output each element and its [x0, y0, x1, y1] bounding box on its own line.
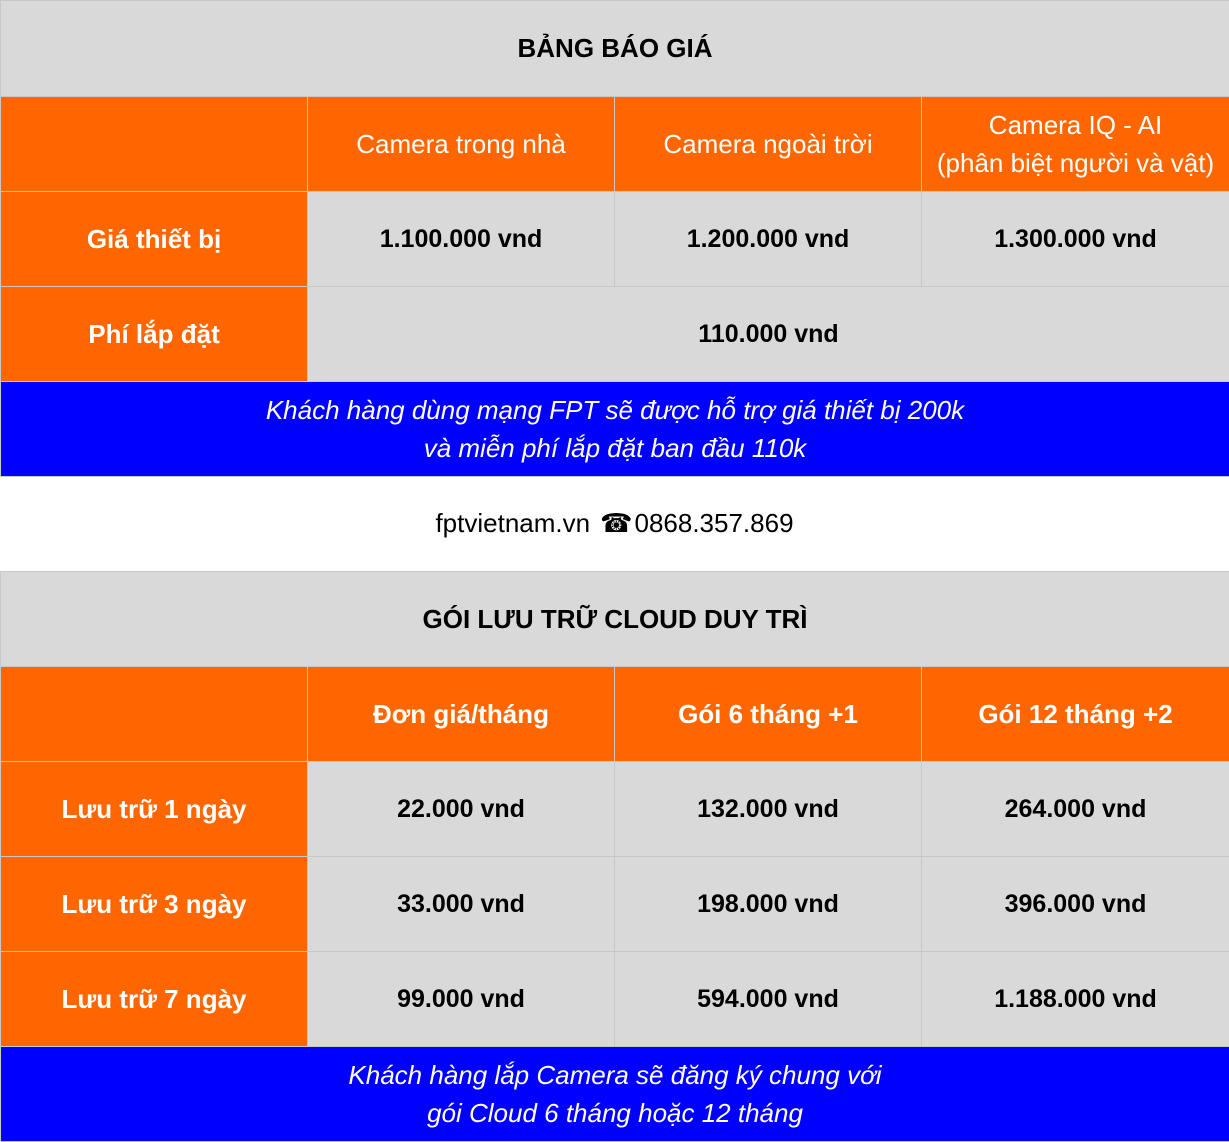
- price-cell: 396.000 vnd: [922, 857, 1229, 952]
- cloud-note: [1, 1047, 1229, 1142]
- price-cell: 264.000 vnd: [922, 762, 1229, 857]
- price-cell: 33.000 vnd: [308, 857, 615, 952]
- row-label: Lưu trữ 3 ngày: [1, 857, 308, 952]
- price-cell: 1.300.000 vnd: [922, 192, 1229, 287]
- column-header-12-months: Gói 12 tháng +2: [922, 667, 1229, 762]
- cloud-note-line1: Khách hàng lắp Camera sẽ đăng ký chung với: [1, 1056, 1229, 1094]
- price-cell: 1.100.000 vnd: [308, 192, 615, 287]
- price-table: [0, 0, 1229, 477]
- phone-number[interactable]: 0868.357.869: [634, 508, 793, 539]
- cloud-table: [0, 571, 1229, 1142]
- price-cell: 594.000 vnd: [615, 952, 922, 1047]
- phone-icon: ☎: [600, 508, 632, 539]
- table-row: [1, 762, 1229, 857]
- price-cell: 1.200.000 vnd: [615, 192, 922, 287]
- table-row: [1, 857, 1229, 952]
- row-label: Phí lắp đặt: [1, 287, 308, 382]
- corner-cell: [1, 667, 308, 762]
- table-row: [1, 287, 1229, 382]
- price-cell: 99.000 vnd: [308, 952, 615, 1047]
- price-table-title: BẢNG BÁO GIÁ: [1, 1, 1229, 97]
- column-header-indoor: Camera trong nhà: [308, 97, 615, 192]
- price-note-line2: và miễn phí lắp đặt ban đầu 110k: [1, 429, 1229, 467]
- row-label: Lưu trữ 7 ngày: [1, 952, 308, 1047]
- cloud-table-title: GÓI LƯU TRỮ CLOUD DUY TRÌ: [1, 572, 1229, 667]
- table-row: [1, 192, 1229, 287]
- contact-line: [0, 476, 1229, 571]
- install-fee-cell: 110.000 vnd: [308, 287, 1229, 382]
- table-row: [1, 952, 1229, 1047]
- column-header-iq-ai-subtitle: (phân biệt người và vật): [922, 144, 1229, 182]
- column-header-monthly: Đơn giá/tháng: [308, 667, 615, 762]
- price-note: [1, 382, 1229, 477]
- price-cell: 132.000 vnd: [615, 762, 922, 857]
- row-label: Giá thiết bị: [1, 192, 308, 287]
- row-label: Lưu trữ 1 ngày: [1, 762, 308, 857]
- price-cell: 22.000 vnd: [308, 762, 615, 857]
- column-header-iq-ai-title: Camera IQ - AI: [922, 106, 1229, 144]
- website-link[interactable]: fptvietnam.vn: [435, 508, 590, 539]
- corner-cell: [1, 97, 308, 192]
- price-cell: 1.188.000 vnd: [922, 952, 1229, 1047]
- cloud-note-line2: gói Cloud 6 tháng hoặc 12 tháng: [1, 1094, 1229, 1132]
- column-header-iq-ai: [922, 97, 1229, 192]
- price-note-line1: Khách hàng dùng mạng FPT sẽ được hỗ trợ giá thiết bị 200k: [1, 391, 1229, 429]
- column-header-outdoor: Camera ngoài trời: [615, 97, 922, 192]
- price-cell: 198.000 vnd: [615, 857, 922, 952]
- column-header-6-months: Gói 6 tháng +1: [615, 667, 922, 762]
